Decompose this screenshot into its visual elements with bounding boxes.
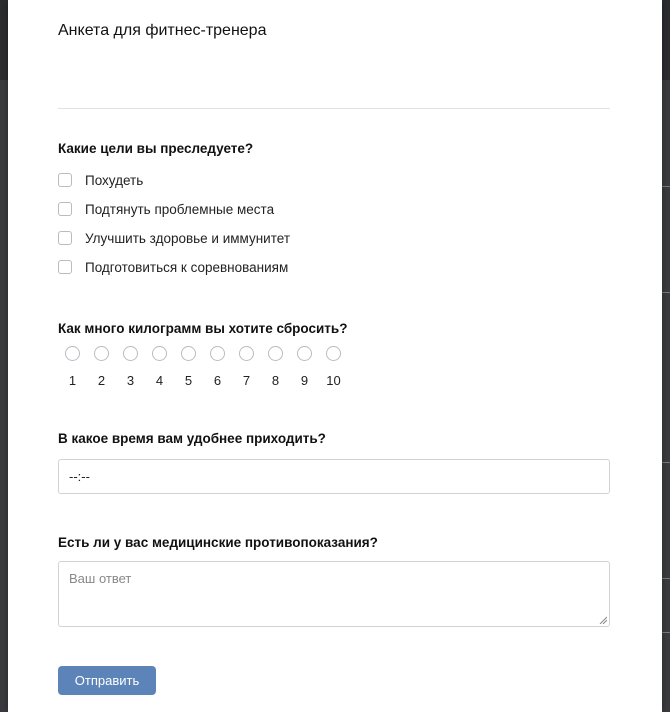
radio-button[interactable] — [152, 346, 167, 361]
backdrop-fragment — [662, 186, 670, 193]
radio-button[interactable] — [239, 346, 254, 361]
scale-option-6[interactable] — [203, 346, 232, 388]
goal-option-1[interactable] — [58, 171, 143, 189]
checkbox[interactable] — [58, 202, 72, 216]
scale-option-4[interactable] — [145, 346, 174, 388]
scale-option-3[interactable] — [116, 346, 145, 388]
scale-label: 3 — [126, 373, 135, 388]
question-goals: Какие цели вы преследуете? — [58, 141, 254, 156]
goal-option-2[interactable] — [58, 200, 274, 218]
checkbox[interactable] — [58, 231, 72, 245]
backdrop-fragment — [662, 578, 670, 585]
radio-button[interactable] — [268, 346, 283, 361]
goal-option-4[interactable] — [58, 258, 288, 276]
radio-button[interactable] — [65, 346, 80, 361]
scale-option-7[interactable] — [232, 346, 261, 388]
scale-label: 1 — [68, 373, 77, 388]
backdrop-fragment — [662, 632, 670, 639]
weight-scale — [58, 346, 348, 388]
title-divider — [58, 108, 610, 109]
question-time: В какое время вам удобнее приходить? — [58, 431, 326, 446]
scale-label: 9 — [300, 373, 309, 388]
radio-button[interactable] — [181, 346, 196, 361]
checkbox[interactable] — [58, 173, 72, 187]
time-input[interactable] — [58, 459, 610, 494]
goal-option-3[interactable] — [58, 229, 290, 247]
checkbox[interactable] — [58, 260, 72, 274]
radio-button[interactable] — [123, 346, 138, 361]
radio-button[interactable] — [297, 346, 312, 361]
scale-label: 10 — [326, 373, 341, 388]
scale-label: 8 — [271, 373, 280, 388]
radio-button[interactable] — [326, 346, 341, 361]
resize-handle-icon[interactable] — [599, 616, 607, 624]
checkbox-label: Похудеть — [85, 172, 144, 188]
scale-option-1[interactable] — [58, 346, 87, 388]
radio-button[interactable] — [210, 346, 225, 361]
backdrop-fragment — [662, 462, 670, 469]
scale-option-9[interactable] — [290, 346, 319, 388]
backdrop-fragment — [662, 292, 670, 299]
scale-option-8[interactable] — [261, 346, 290, 388]
checkbox-label: Подтянуть проблемные места — [85, 201, 275, 217]
checkbox-label: Улучшить здоровье и иммунитет — [85, 230, 290, 246]
scale-label: 4 — [155, 373, 164, 388]
scale-option-10[interactable] — [319, 346, 348, 388]
contraindications-textarea[interactable] — [58, 561, 610, 627]
scale-label: 6 — [213, 373, 222, 388]
question-weight: Как много килограмм вы хотите сбросить? — [58, 321, 348, 336]
radio-button[interactable] — [94, 346, 109, 361]
time-input-value: --:-- — [69, 469, 90, 484]
form-modal — [8, 0, 662, 712]
scale-label: 2 — [97, 373, 106, 388]
textarea-placeholder: Ваш ответ — [69, 571, 132, 586]
question-contraindications: Есть ли у вас медицинские противопоказания? — [58, 535, 378, 550]
submit-button[interactable]: Отправить — [58, 666, 156, 695]
scale-option-2[interactable] — [87, 346, 116, 388]
checkbox-label: Подготовиться к соревнованиям — [85, 259, 289, 275]
scale-label: 7 — [242, 373, 251, 388]
form-title: Анкета для фитнес-тренера — [58, 22, 267, 39]
scale-option-5[interactable] — [174, 346, 203, 388]
scale-label: 5 — [184, 373, 193, 388]
